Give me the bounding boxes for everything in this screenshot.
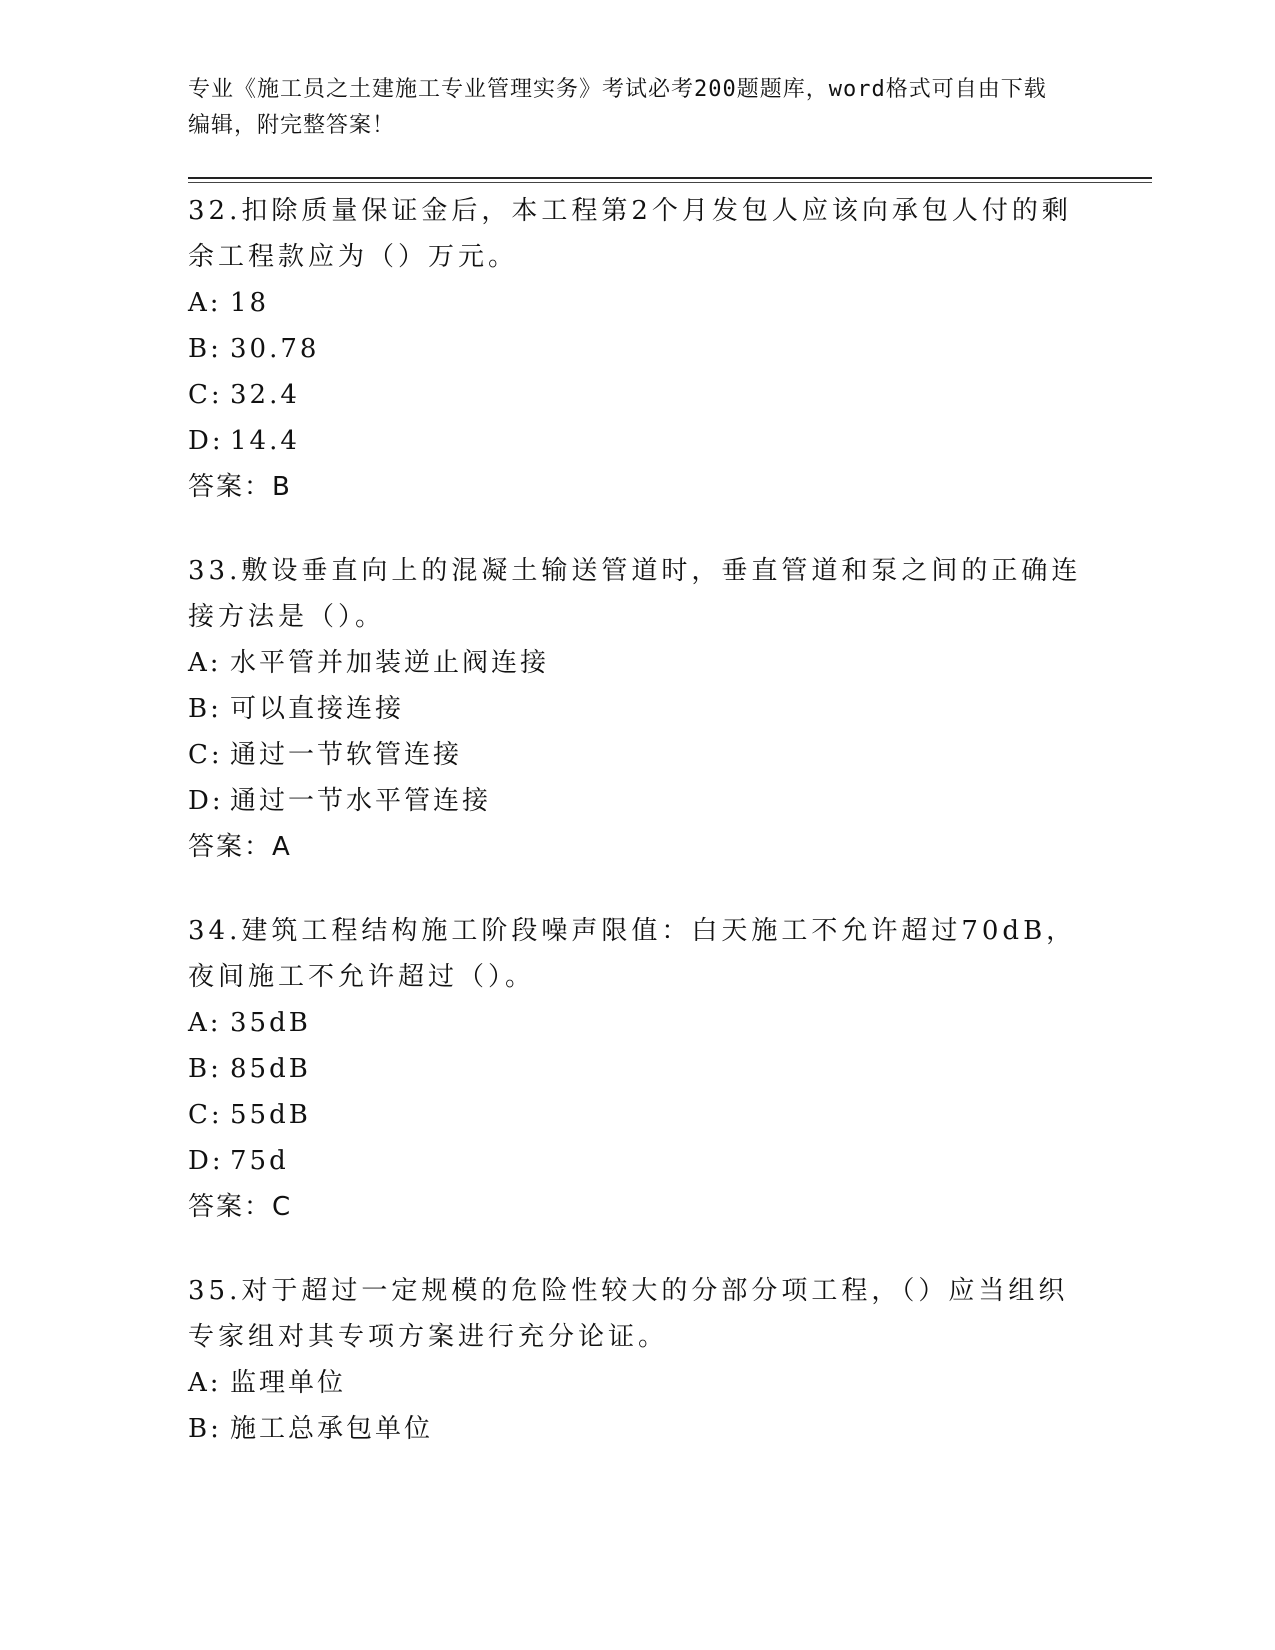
option-label: A: <box>188 1368 222 1398</box>
option-text: 施工总承包单位 <box>230 1414 434 1444</box>
option-a <box>188 1000 1088 1046</box>
question-35 <box>188 1268 1088 1452</box>
option-label: D: <box>188 786 224 816</box>
option-label: A: <box>188 648 222 678</box>
header-divider-thin <box>188 182 1152 183</box>
option-text: 通过一节软管连接 <box>230 740 463 770</box>
option-text: 通过一节水平管连接 <box>230 786 492 816</box>
option-text: 14.4 <box>230 426 300 456</box>
option-text: 可以直接连接 <box>230 694 405 724</box>
option-text: 55dB <box>230 1100 311 1130</box>
option-label: C: <box>188 740 223 770</box>
option-text: 85dB <box>230 1054 311 1084</box>
header-divider-thick <box>188 177 1152 179</box>
option-c <box>188 732 1088 778</box>
question-stem: 33.敷设垂直向上的混凝土输送管道时，垂直管道和泵之间的正确连接方法是（）。 <box>188 556 1082 632</box>
question-stem: 35.对于超过一定规模的危险性较大的分部分项工程，（）应当组织专家组对其专项方案进行充分论证。 <box>188 1276 1069 1352</box>
option-c <box>188 1092 1088 1138</box>
option-label: D: <box>188 1146 224 1176</box>
option-text: 75d <box>230 1146 289 1176</box>
option-label: D: <box>188 426 224 456</box>
option-a <box>188 280 1088 326</box>
option-text: 水平管并加装逆止阀连接 <box>230 648 550 678</box>
option-c <box>188 372 1088 418</box>
option-text: 监理单位 <box>230 1368 347 1398</box>
option-d <box>188 778 1088 824</box>
answer: 答案：A <box>188 832 292 862</box>
option-d <box>188 418 1088 464</box>
option-b <box>188 326 1088 372</box>
option-a <box>188 1360 1088 1406</box>
question-32 <box>188 188 1088 510</box>
answer: 答案：C <box>188 1192 293 1222</box>
option-label: A: <box>188 1008 222 1038</box>
option-label: B: <box>188 334 222 364</box>
option-b <box>188 1406 1088 1452</box>
document-header: 专业《施工员之土建施工专业管理实务》考试必考200题题库，word格式可自由下载编辑，附完整答案！ <box>188 77 1047 138</box>
option-label: B: <box>188 694 222 724</box>
option-a <box>188 640 1088 686</box>
question-34 <box>188 908 1088 1230</box>
option-text: 35dB <box>230 1008 311 1038</box>
option-b <box>188 1046 1088 1092</box>
option-text: 18 <box>230 288 270 318</box>
option-label: C: <box>188 380 223 410</box>
option-label: B: <box>188 1054 222 1084</box>
option-label: A: <box>188 288 222 318</box>
option-text: 30.78 <box>230 334 320 364</box>
option-label: C: <box>188 1100 223 1130</box>
answer: 答案：B <box>188 472 292 502</box>
question-stem: 32.扣除质量保证金后，本工程第2个月发包人应该向承包人付的剩余工程款应为（）万元。 <box>188 196 1072 272</box>
option-d <box>188 1138 1088 1184</box>
option-label: B: <box>188 1414 222 1444</box>
option-text: 32.4 <box>230 380 300 410</box>
question-stem: 34.建筑工程结构施工阶段噪声限值：白天施工不允许超过70dB，夜间施工不允许超过（）。 <box>188 916 1077 992</box>
question-33 <box>188 548 1088 870</box>
option-b <box>188 686 1088 732</box>
